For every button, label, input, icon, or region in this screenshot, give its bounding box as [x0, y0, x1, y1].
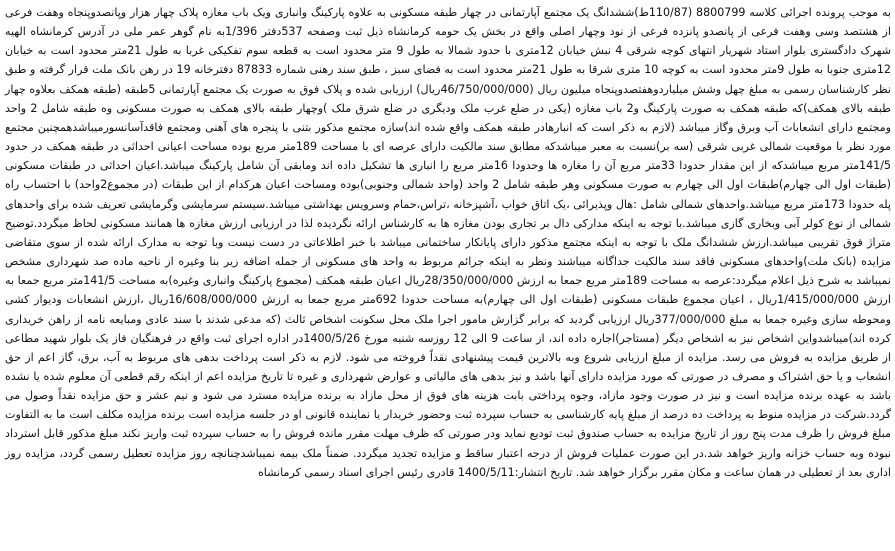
auction-notice-body: به موجب پرونده اجرائی کلاسه 8800799 (110/87ط)ششدانگ یک مجتمع آپارتمانی در چهار طبقه مسکونی به علاوه پارکینگ وانباری ویک باب مغازه پلاک چهار هزار وپانصدوپنجاه وهفت فرعی از هشتصد وسی وهفت فرعی از پانصدو پانزده فرعی از نود وچهار اصلی واقع در بخش یک حومه کرمانشاه ذیل ثبت وصفحه 537دفتر 1/396به نام گوهر عمر ملی در آدرس کرمانشاه الهیه شهرک دادگستری بلوار استاد شهریار انتهای کوچه شرقی 4 نبش خیابان 12متری با حدود شمالا به طول 9 متر محدود است به قطعه سوم تفکیکی غربا به طول 21متر محدود است به خیابان 12متری جنوبا به طول 9متر محدود است به کوچه 10 متری شرقا به طول 21متر محدود است به فضای سبز ، طبق سند رهنی شماره 87833 دفترخانه 19 در رهن بانک ملت قرار گرفته و طبق نظر کارشناسان رسمی به مبلغ چهل وشش میلیاردوهفتصدوپنجاه میلیون ریال (46/750/000/000ریال) ارزیابی شده و پلاک فوق به صورت یک مجتمع آپارتمانی 5طبقه (طبقه همکف بعلاوه چهار طبقه بالای همکف)که طبقه همکف به صورت پارکینگ و2 باب مغازه (یکی در ضلع غرب ملک ودیگری در ضلع شرق ملک )وچهار طبقه بالای همکف به صورت مسکونی وه طبقه شامل 2 واحد ومجتمع دارای انشعابات آب وبرق وگاز میباشد (لازم به ذکر است که انبارهادر طبقه همکف واقع شده اند)سازه مجتمع مذکور بتنی با پنجره های آهنی ومجتمع فاقدآسانسورمیباشدهمچنین مجتمع مورد نظر با موقعیت شمالی غربی شرقی (سه بر)نسبت به معبر میباشدکه مطابق سند مالکیت دارای عرصه ای با مساحت 189متر مربع بوده مساحت اعیانی احداثی در طبقه همکف در حدود 141/5متر مربع میباشدکه از این مقدار حدودا 33متر مربع آن را مغازه ها وحدودا 16متر مربع را انباری ها تشکیل داده اند ومابقی آن شامل پارکینگ میباشد.اعیان احداثی در طبقات مسکونی (طبقات اول الی چهارم)طبقات اول الی چهارم به صورت مسکونی وهر طبقه شامل 2 واحد (واحد شمالی وجنوبی)بوده ومساحت اعیان هرکدام از این طبقات (در مجموع2واحد) با احتساب راه پله حدودا 173متر مربع میباشد.واحدهای شمالی شامل :هال وپذیرائی ،یک اتاق خواب ،آشپزخانه ،تراس،حمام وسرویس بهداشتی میباشد.سیستم سرمایشی وگرمایشی تعریف شده برای واحدهای شمالی از نوع کولر آبی وبخاری گازی میباشد.با توجه به اینکه مدارکی دال بر تجاری بودن مغازه ها به کارشناس ارائه نگردیده لذا در ارزیابی ارزش مغازه ها همانند مسکونی لحاظ میگردد.توضیح متراژ فوق تقریبی میباشد.ارزش ششدانگ ملک با توجه به اینکه مجتمع مذکور دارای پایانکار ساختمانی میباشد با خبر اطلاعاتی در دست نیست وبا توجه به مدارک ارائه شده از سوی متقاضی مزایده (بانک ملت)واحدهای مسکونی فاقد سند مالکیت جداگانه میباشند ونظر به اینکه جرائم مربوط به واحد های مسکونی از جمله اضافه زیر بنا وغیره از ناحیه ماده صد شهرداری مشخص نمیباشد به شرح ذیل اعلام میگردد:عرصه به مساحت 189متر مربع جمعا به ارزش 28/350/000/000ریال اعیان طبقه همکف (مجموع پارکینگ وانباری وغیره)به مساحت 141/5متر مربع جمعا به ارزش 1/415/000/000ریال ، اعیان مجموع طبقات مسکونی (طبقات اول الی چهارم)به مساحت حدودا 692متر مربع جمعا به ارزش 16/608/000/000ریال ،ارزش انشعابات ودیوار کشی ومحوطه سازی وغیره جمعا به مبلغ 377/000/000ریال ارزیابی گردید که برابر گزارش مامور اجرا ملک محل سکونت اشخاص ثالث (که مدعی شدند با سند عادی ومبایعه نامه از راهن خریداری کرده اند)میباشدواین اشخاص نیز به اشخاص دیگر (مستاجر)اجاره داده اند، از ساعت 9 الی 12 روزسه شنبه مورخ 1400/5/26در اداره اجرای ثبت واقع در فرهنگیان فاز یک بلوار شهید مطاعی از طریق مزایده به فروش می رسد. مزایده از مبلغ ارزیابی شروع وبه بالاترین قیمت پیشنهادی نقداً فروخته می شود. لازم به ذکر است پرداخت بدهی های مربوط به آب، برق، گاز اعم از حق انشعاب و یا حق اشتراک و مصرف در صورتی که مورد مزایده دارای آنها باشد و نیز بدهی های مالیاتی و عوارض شهرداری و غیره تا تاریخ مزایده اعم از اینکه رقم قطعی آن معلوم شده یا نشده باشد به عهده برنده مزایده است و نیز در صورت وجود مازاد، وجوه پرداختی بابت هزینه های فوق از محل مازاد به برنده مزایده مسترد می شود و نیم عشر و حق مزایده نقداً وصول می گردد.شرکت در مزایده منوط به پرداخت ده درصد از مبلغ پایه کارشناسی به حساب سپرده ثبت وحضور خریدار یا نماینده قانونی او در جلسه مزایده است برنده مزایده مکلف است ما به التفاوت مبلغ فروش را ظرف مدت پنج روز از تاریخ مزایده به حساب صندوق ثبت تودیع نماید ودر صورتی که ظرف مهلت مقرر مانده فروش را به حساب سپرده ثبت واریز نکند مبلغ مذکور قابل استرداد نبوده وبه حساب خزانه واریز خواهد شد.در این صورت عملیات فروش از درجه اعتبار ساقط و مزایده تجدید میگردد. ضمناً ملک بیمه نمیباشدچنانچه روز مزایده تعطیل رسمی گردد، مزایده روز اداری بعد از تعطیلی در همان ساعت و مکان مقرر برگزار خواهد شد. تاریخ انتشار:1400/5/11 قادری رئیس اجرای اسناد رسمی کرمانشاه	[5, 6, 892, 479]
auction-notice-document	[5, 3, 891, 482]
